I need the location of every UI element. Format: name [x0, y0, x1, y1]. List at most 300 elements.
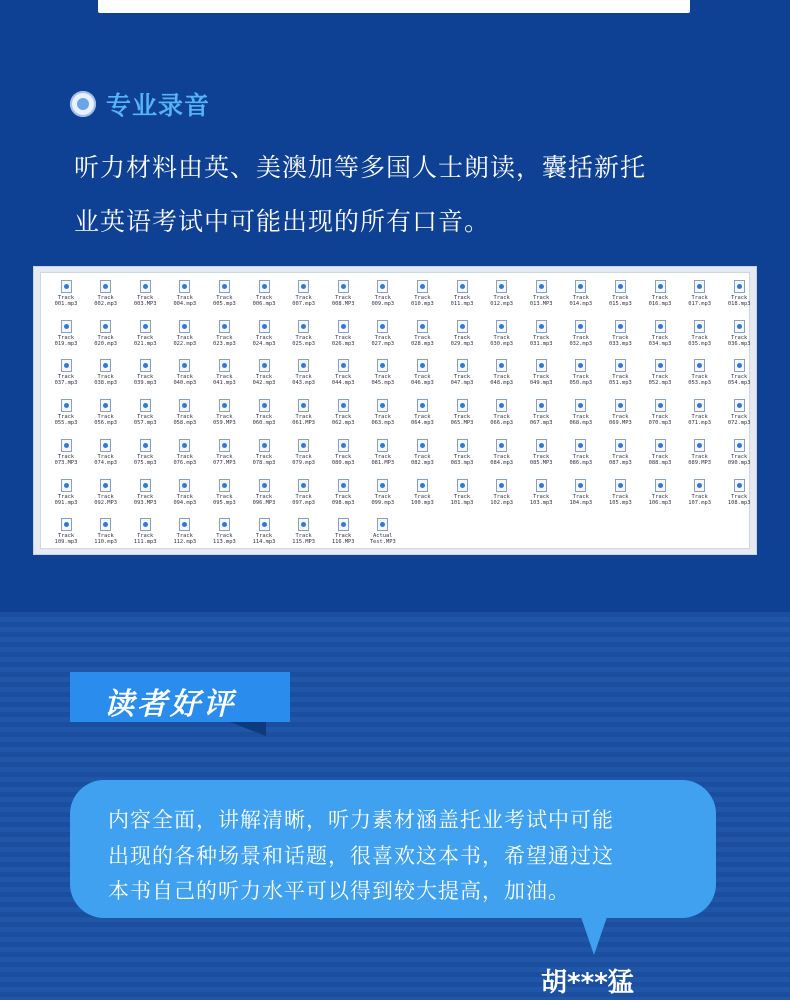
mp3-file-icon	[179, 320, 190, 333]
file-name: Track 045.mp3	[371, 374, 395, 387]
file-item[interactable]	[325, 518, 361, 556]
file-name: Track 035.mp3	[688, 334, 711, 347]
file-name: Track 103.mp3	[529, 493, 553, 506]
file-item[interactable]	[127, 439, 163, 477]
mp3-file-icon	[140, 518, 151, 531]
file-item[interactable]	[325, 399, 361, 437]
file-item[interactable]	[246, 280, 282, 318]
mp3-file-icon	[140, 320, 151, 333]
file-name: Track 011.mp3	[450, 295, 474, 307]
file-item[interactable]	[642, 320, 678, 358]
mp3-file-icon	[298, 518, 309, 531]
file-item[interactable]	[642, 399, 678, 437]
mp3-file-icon	[575, 320, 586, 333]
mp3-file-icon	[734, 399, 745, 412]
review-line-3: 本书自己的听力水平可以得到较大提高，加油。	[108, 879, 570, 903]
file-name: Track 058.mp3	[173, 414, 197, 427]
mp3-file-icon	[615, 359, 626, 372]
file-item[interactable]	[444, 320, 480, 358]
mp3-file-icon	[219, 320, 230, 333]
file-item[interactable]	[721, 320, 757, 358]
file-item[interactable]	[523, 280, 559, 318]
file-item[interactable]	[48, 479, 84, 517]
file-name: Track 066.mp3	[490, 414, 513, 427]
file-item[interactable]	[484, 439, 520, 477]
mp3-file-icon	[377, 320, 388, 333]
review-line-2: 出现的各种场景和话题，很喜欢这本书，希望通过这	[108, 844, 614, 868]
mp3-file-icon	[536, 359, 547, 372]
file-name: Track 064.mp3	[411, 414, 434, 427]
mp3-file-icon	[694, 359, 705, 372]
file-name: Track 007.mp3	[292, 295, 315, 307]
file-name: Track 078.mp3	[252, 453, 276, 466]
file-item[interactable]	[88, 439, 124, 477]
mp3-file-icon	[179, 359, 190, 372]
file-item[interactable]	[602, 359, 638, 397]
mp3-file-icon	[575, 280, 586, 293]
mp3-file-icon	[179, 439, 190, 452]
file-name: Track 093.MP3	[133, 493, 157, 506]
file-item[interactable]	[563, 479, 599, 517]
file-name: Track 112.mp3	[173, 533, 197, 546]
file-name: Track 098.mp3	[331, 493, 355, 506]
file-name: Track 105.mp3	[609, 493, 632, 506]
mp3-file-icon	[338, 439, 349, 452]
mp3-file-icon	[575, 399, 586, 412]
file-item[interactable]	[721, 399, 757, 437]
file-item[interactable]	[246, 439, 282, 477]
file-name: Track 039.mp3	[133, 374, 157, 387]
mp3-file-icon	[496, 320, 507, 333]
mp3-file-icon	[457, 280, 468, 293]
file-item[interactable]	[246, 518, 282, 556]
file-name: Track 006.mp3	[252, 295, 276, 307]
file-item[interactable]	[206, 479, 242, 517]
mp3-file-icon	[536, 320, 547, 333]
mp3-file-icon	[140, 399, 151, 412]
mp3-file-icon	[100, 439, 111, 452]
file-item[interactable]	[246, 359, 282, 397]
mp3-file-icon	[338, 280, 349, 293]
file-name: Track 028.mp3	[411, 334, 434, 347]
file-item[interactable]	[48, 439, 84, 477]
file-item[interactable]	[404, 359, 440, 397]
file-name: Track 054.mp3	[727, 374, 751, 387]
file-name: Track 047.mp3	[450, 374, 474, 387]
ribbon-fold	[230, 722, 266, 736]
file-item[interactable]	[444, 359, 480, 397]
file-item[interactable]	[682, 280, 718, 318]
file-name: Track 056.mp3	[94, 414, 117, 427]
file-item[interactable]	[602, 320, 638, 358]
mp3-file-icon	[298, 359, 309, 372]
mp3-file-icon	[259, 399, 270, 412]
file-item[interactable]	[325, 439, 361, 477]
file-item[interactable]	[682, 320, 718, 358]
file-name: Track 010.mp3	[411, 295, 434, 307]
file-item[interactable]	[127, 479, 163, 517]
file-item[interactable]	[721, 479, 757, 517]
file-name: Track 096.MP3	[252, 493, 276, 506]
file-item[interactable]	[721, 439, 757, 477]
file-item[interactable]	[602, 399, 638, 437]
file-item[interactable]	[404, 439, 440, 477]
mp3-file-icon	[734, 320, 745, 333]
file-item[interactable]	[682, 479, 718, 517]
file-item[interactable]	[206, 280, 242, 318]
file-item[interactable]	[563, 359, 599, 397]
mp3-file-icon	[259, 280, 270, 293]
file-name: Track 008.MP3	[331, 295, 355, 307]
mp3-file-icon	[338, 320, 349, 333]
mp3-file-icon	[61, 439, 72, 452]
file-name: Track 114.mp3	[252, 533, 276, 546]
mp3-file-icon	[179, 479, 190, 492]
file-item[interactable]	[404, 320, 440, 358]
mp3-file-icon	[219, 518, 230, 531]
file-name: Track 049.mp3	[529, 374, 553, 387]
file-item[interactable]	[365, 399, 401, 437]
file-name: Track 009.mp3	[371, 295, 395, 307]
file-item[interactable]	[167, 399, 203, 437]
file-name: Track 106.mp3	[648, 493, 672, 506]
file-item[interactable]	[642, 280, 678, 318]
mp3-file-icon	[734, 359, 745, 372]
file-item[interactable]	[286, 280, 322, 318]
file-item[interactable]	[642, 439, 678, 477]
file-item[interactable]	[48, 359, 84, 397]
file-name: Track 051.mp3	[609, 374, 632, 387]
mp3-file-icon	[298, 399, 309, 412]
file-item[interactable]	[682, 439, 718, 477]
mp3-file-icon	[615, 439, 626, 452]
mp3-file-icon	[655, 320, 666, 333]
mp3-file-icon	[338, 399, 349, 412]
mp3-file-icon	[457, 479, 468, 492]
file-item[interactable]	[48, 280, 84, 318]
file-name: Track 076.mp3	[173, 453, 197, 466]
mp3-file-icon	[734, 280, 745, 293]
file-item[interactable]	[523, 479, 559, 517]
file-name: Track 001.mp3	[54, 295, 78, 307]
file-name: Track 090.mp3	[727, 453, 751, 466]
file-item[interactable]	[88, 359, 124, 397]
mp3-file-icon	[536, 399, 547, 412]
mp3-file-icon	[536, 439, 547, 452]
file-item[interactable]	[682, 359, 718, 397]
file-item[interactable]	[325, 280, 361, 318]
reviews-heading: 读者好评	[104, 687, 236, 722]
file-name: Track 043.mp3	[292, 374, 315, 387]
file-item[interactable]	[286, 320, 322, 358]
mp3-file-icon	[417, 359, 428, 372]
file-item[interactable]	[365, 280, 401, 318]
file-name: Track 108.mp3	[727, 493, 751, 506]
mp3-file-icon	[694, 280, 705, 293]
mp3-file-icon	[259, 439, 270, 452]
file-item[interactable]	[206, 320, 242, 358]
file-name: Track 074.mp3	[94, 453, 117, 466]
file-name: Track 019.mp3	[54, 334, 78, 347]
mp3-file-icon	[100, 399, 111, 412]
file-name: Track 024.mp3	[252, 334, 276, 347]
file-name: Track 081.MP3	[371, 453, 395, 466]
mp3-file-icon	[61, 479, 72, 492]
file-item[interactable]	[286, 439, 322, 477]
file-name: Track 061.MP3	[292, 414, 315, 427]
file-item[interactable]	[127, 518, 163, 556]
file-name: Track 029.mp3	[450, 334, 474, 347]
file-name: Track 055.mp3	[54, 414, 78, 427]
file-name: Track 031.mp3	[529, 334, 553, 347]
file-item[interactable]	[721, 359, 757, 397]
file-name: Actual Test.MP3	[369, 533, 396, 546]
file-item[interactable]	[206, 439, 242, 477]
file-item[interactable]	[523, 359, 559, 397]
file-name: Track 062.mp3	[331, 414, 355, 427]
file-item[interactable]	[88, 479, 124, 517]
mp3-file-icon	[694, 399, 705, 412]
mp3-file-icon	[140, 439, 151, 452]
file-item[interactable]	[404, 399, 440, 437]
file-name: Track 002.mp3	[94, 295, 117, 307]
file-name: Track 107.mp3	[688, 493, 711, 506]
file-item[interactable]	[484, 399, 520, 437]
mp3-file-icon	[100, 280, 111, 293]
mp3-file-icon	[259, 479, 270, 492]
file-item[interactable]	[127, 399, 163, 437]
file-item[interactable]	[246, 479, 282, 517]
file-item[interactable]	[365, 479, 401, 517]
file-item[interactable]	[602, 479, 638, 517]
file-name: Track 083.mp3	[450, 453, 474, 466]
mp3-file-icon	[298, 320, 309, 333]
mp3-file-icon	[219, 359, 230, 372]
file-item[interactable]	[484, 320, 520, 358]
file-item[interactable]	[721, 280, 757, 318]
mp3-file-icon	[694, 479, 705, 492]
file-item[interactable]	[167, 280, 203, 318]
file-item[interactable]	[325, 320, 361, 358]
mp3-file-icon	[734, 479, 745, 492]
file-item[interactable]	[286, 399, 322, 437]
file-name: Track 087.mp3	[609, 453, 632, 466]
mp3-file-icon	[417, 399, 428, 412]
mp3-file-icon	[61, 518, 72, 531]
mp3-file-icon	[615, 280, 626, 293]
file-item[interactable]	[286, 479, 322, 517]
mp3-file-icon	[100, 479, 111, 492]
mp3-file-icon	[61, 280, 72, 293]
file-item[interactable]	[88, 399, 124, 437]
file-name: Track 116.MP3	[331, 533, 355, 546]
file-name: Track 016.mp3	[648, 295, 672, 307]
mp3-file-icon	[259, 359, 270, 372]
file-item[interactable]	[48, 399, 84, 437]
file-name: Track 003.MP3	[133, 295, 157, 307]
mp3-file-icon	[694, 439, 705, 452]
mp3-file-icon	[140, 280, 151, 293]
file-name: Track 100.mp3	[411, 493, 434, 506]
file-list-screenshot	[33, 266, 757, 555]
mp3-file-icon	[536, 479, 547, 492]
mp3-file-icon	[575, 359, 586, 372]
mp3-file-icon	[457, 439, 468, 452]
review-line-1: 内容全面，讲解清晰，听力素材涵盖托业考试中可能	[108, 808, 614, 832]
file-name: Track 079.mp3	[292, 453, 315, 466]
mp3-file-icon	[219, 280, 230, 293]
file-name: Track 063.mp3	[371, 414, 395, 427]
file-name: Track 082.mp3	[411, 453, 434, 466]
mp3-file-icon	[377, 439, 388, 452]
file-name: Track 069.MP3	[609, 414, 632, 427]
file-item[interactable]	[484, 479, 520, 517]
file-item[interactable]	[365, 439, 401, 477]
mp3-file-icon	[655, 280, 666, 293]
file-list-panel	[40, 272, 750, 549]
reviewer-name: 胡***猛	[541, 968, 634, 998]
mp3-file-icon	[417, 479, 428, 492]
section-description-line-2: 业英语考试中可能出现的所有口音。	[74, 207, 491, 236]
file-name: Track 104.mp3	[569, 493, 593, 506]
file-name: Track 077.MP3	[213, 453, 236, 466]
file-item[interactable]	[484, 359, 520, 397]
mp3-file-icon	[338, 479, 349, 492]
file-item[interactable]	[444, 439, 480, 477]
file-item[interactable]	[523, 439, 559, 477]
mp3-file-icon	[615, 320, 626, 333]
file-name: Track 020.mp3	[94, 334, 117, 347]
file-name: Track 097.mp3	[292, 493, 315, 506]
file-name: Track 086.mp3	[569, 453, 593, 466]
file-name: Track 102.mp3	[490, 493, 513, 506]
file-item[interactable]	[167, 518, 203, 556]
file-name: Track 013.MP3	[529, 295, 553, 307]
mp3-file-icon	[298, 479, 309, 492]
mp3-file-icon	[457, 320, 468, 333]
file-item[interactable]	[325, 359, 361, 397]
file-item[interactable]	[404, 479, 440, 517]
file-name: Track 046.mp3	[411, 374, 434, 387]
file-item[interactable]	[444, 479, 480, 517]
file-item[interactable]	[602, 280, 638, 318]
file-name: Track 084.mp3	[490, 453, 513, 466]
mp3-file-icon	[298, 439, 309, 452]
file-item[interactable]	[167, 359, 203, 397]
file-item[interactable]	[88, 518, 124, 556]
file-item[interactable]	[563, 320, 599, 358]
mp3-file-icon	[179, 399, 190, 412]
file-name: Track 026.mp3	[331, 334, 355, 347]
file-item[interactable]	[167, 439, 203, 477]
file-name: Track 059.MP3	[213, 414, 236, 427]
file-name: Track 092.MP3	[94, 493, 117, 506]
file-name: Track 072.mp3	[727, 414, 751, 427]
file-item[interactable]	[563, 399, 599, 437]
file-item[interactable]	[88, 280, 124, 318]
mp3-file-icon	[615, 399, 626, 412]
file-item[interactable]	[48, 320, 84, 358]
file-name: Track 014.mp3	[569, 295, 593, 307]
file-name: Track 089.MP3	[688, 453, 711, 466]
file-name: Track 080.mp3	[331, 453, 355, 466]
file-item[interactable]	[563, 439, 599, 477]
file-item[interactable]	[602, 439, 638, 477]
file-item[interactable]	[286, 359, 322, 397]
file-item[interactable]	[365, 518, 401, 556]
mp3-file-icon	[496, 280, 507, 293]
file-item[interactable]	[88, 320, 124, 358]
file-item[interactable]	[206, 359, 242, 397]
file-item[interactable]	[48, 518, 84, 556]
mp3-file-icon	[100, 518, 111, 531]
file-item[interactable]	[484, 280, 520, 318]
file-item[interactable]	[286, 518, 322, 556]
file-item[interactable]	[365, 359, 401, 397]
mp3-file-icon	[417, 280, 428, 293]
file-name: Track 018.mp3	[727, 295, 751, 307]
file-name: Track 073.MP3	[54, 453, 78, 466]
file-name: Track 085.MP3	[529, 453, 553, 466]
file-item[interactable]	[523, 399, 559, 437]
file-name: Track 004.mp3	[173, 295, 197, 307]
file-name: Track 005.mp3	[213, 295, 236, 307]
mp3-file-icon	[140, 479, 151, 492]
file-item[interactable]	[167, 479, 203, 517]
file-name: Track 115.MP3	[292, 533, 315, 546]
mp3-file-icon	[496, 439, 507, 452]
file-item[interactable]	[642, 479, 678, 517]
file-item[interactable]	[444, 280, 480, 318]
mp3-file-icon	[219, 439, 230, 452]
file-name: Track 109.mp3	[54, 533, 78, 546]
file-name: Track 111.mp3	[133, 533, 157, 546]
file-item[interactable]	[206, 518, 242, 556]
mp3-file-icon	[496, 479, 507, 492]
section-title: 专业录音	[106, 91, 211, 120]
mp3-file-icon	[100, 359, 111, 372]
file-item[interactable]	[444, 399, 480, 437]
mp3-file-icon	[417, 320, 428, 333]
file-item[interactable]	[127, 280, 163, 318]
file-item[interactable]	[523, 320, 559, 358]
mp3-file-icon	[338, 518, 349, 531]
file-item[interactable]	[642, 359, 678, 397]
mp3-file-icon	[377, 399, 388, 412]
file-item[interactable]	[127, 320, 163, 358]
file-item[interactable]	[246, 320, 282, 358]
file-item[interactable]	[404, 280, 440, 318]
mp3-file-icon	[100, 320, 111, 333]
file-name: Track 099.mp3	[371, 493, 395, 506]
file-name: Track 021.mp3	[133, 334, 157, 347]
file-name: Track 036.mp3	[727, 334, 751, 347]
file-name: Track 042.mp3	[252, 374, 276, 387]
mp3-file-icon	[457, 359, 468, 372]
file-item[interactable]	[246, 399, 282, 437]
file-name: Track 068.mp3	[569, 414, 593, 427]
file-name: Track 030.mp3	[490, 334, 513, 347]
file-name: Track 027.mp3	[371, 334, 395, 347]
file-name: Track 075.mp3	[133, 453, 157, 466]
file-item[interactable]	[206, 399, 242, 437]
file-item[interactable]	[167, 320, 203, 358]
file-item[interactable]	[563, 280, 599, 318]
file-item[interactable]	[682, 399, 718, 437]
file-item[interactable]	[127, 359, 163, 397]
file-item[interactable]	[365, 320, 401, 358]
file-item[interactable]	[325, 479, 361, 517]
